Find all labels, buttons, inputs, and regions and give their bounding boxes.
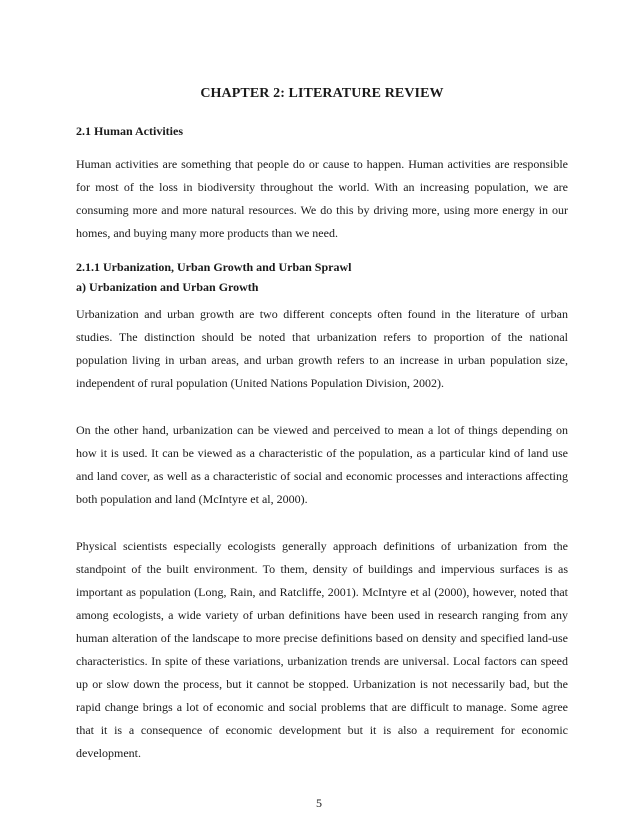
paragraph-urbanization-1: Urbanization and urban growth are two different concepts often found in the literature of urban studies. The distinction should be noted that urbanization refers to proportion of the national population living in urban areas, and urban growth refers to an increase in urban population size, independent of rural population (United Nations Population Division, 2002).: [76, 307, 568, 390]
paragraph-urbanization-3: Physical scientists especially ecologists generally approach definitions of urbanization from the standpoint of the built environment. To them, density of buildings and impervious surfaces is as important as population (Long, Rain, and Ratcliffe, 2001). McIntyre et al (2000), however, noted that among ecologists, a wide variety of urban definitions have been used in research ranging from any human alteration of the landscape to more precise definitions based on density and specified land-use characteristics. In spite of these variations, urbanization trends are universal. Local factors can speed up or slow down the process, but it cannot be stopped. Urbanization is not necessarily bad, but the rapid change brings a lot of economic and social problems that are difficult to manage. Some agree that it is a consequence of economic development but it is also a requirement for economic development.: [76, 539, 568, 760]
section-heading-human-activities: 2.1 Human Activities: [76, 124, 183, 138]
section-heading-urbanization: 2.1.1 Urbanization, Urban Growth and Urban Sprawl: [76, 260, 352, 274]
page-number: 5: [316, 796, 322, 810]
paragraph-urbanization-2: On the other hand, urbanization can be viewed and perceived to mean a lot of things depending on how it is used. It can be viewed as a characteristic of the population, as a particular kind of land use and land cover, as well as a characteristic of social and economic processes and interactions affecting both population and land (McIntyre et al, 2000).: [76, 423, 568, 506]
subsection-heading-urban-growth: a) Urbanization and Urban Growth: [76, 280, 259, 294]
paragraph-human-activities: Human activities are something that people do or cause to happen. Human activities are responsible for most of the loss in biodiversity throughout the world. With an increasing population, we are consuming more and more natural resources. We do this by driving more, using more energy in our homes, and buying many more products than we need.: [76, 157, 568, 240]
chapter-title: CHAPTER 2: LITERATURE REVIEW: [200, 86, 444, 101]
document-page: [76, 86, 568, 765]
